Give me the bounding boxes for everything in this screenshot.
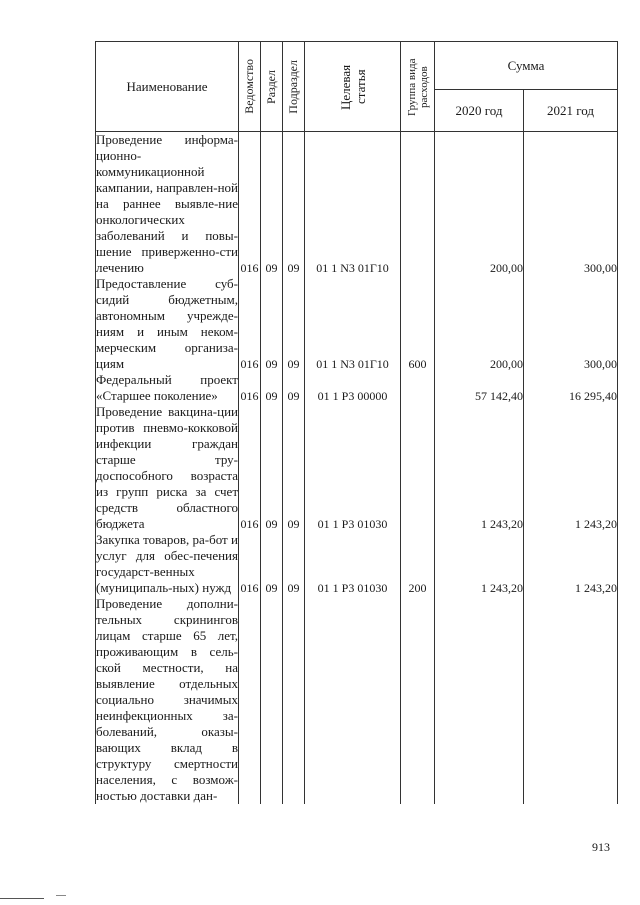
row-expense-group: 600 (401, 276, 435, 372)
row-name: Федеральный проект «Старшее поколение» (96, 372, 238, 403)
row-subsection: 09 (283, 532, 305, 596)
row-department: 016 (239, 132, 261, 277)
row-target-article: 01 1 P3 01030 (305, 404, 401, 532)
row-target-article (305, 596, 401, 804)
row-subsection: 09 (283, 404, 305, 532)
row-department: 016 (239, 404, 261, 532)
header-target-article: Целевая статья (305, 42, 401, 132)
table-row (96, 132, 618, 277)
table-row (96, 596, 618, 804)
header-section: Раздел (261, 42, 283, 132)
page-number: 913 (592, 840, 610, 854)
row-department: 016 (239, 276, 261, 372)
row-name: Предоставление суб-сидий бюджетным, автономным учрежде-ниям и иным неком-мерческим организа-циям (96, 276, 238, 371)
row-sum-2020: 200,00 (435, 132, 524, 277)
row-section: 09 (261, 276, 283, 372)
row-sum-2021: 300,00 (524, 132, 618, 277)
row-sum-2020: 1 243,20 (435, 404, 524, 532)
row-department: 016 (239, 372, 261, 404)
row-name: Проведение дополни-тельных скринингов лицам старше 65 лет, проживающим в сель-ской местности, на выявление отдельных социально значимых неинфекционных за-болеваний, оказы-вающих вклад в структуру смертности населения, с возмож-ностью доставки дан- (96, 596, 238, 803)
row-sum-2020: 1 243,20 (435, 532, 524, 596)
table-row (96, 404, 618, 532)
row-expense-group (401, 132, 435, 277)
row-section: 09 (261, 132, 283, 277)
row-section (261, 596, 283, 804)
row-expense-group (401, 372, 435, 404)
header-department: Ведомство (239, 42, 261, 132)
margin-line (0, 898, 44, 899)
header-sum: Сумма (435, 42, 618, 90)
row-expense-group (401, 596, 435, 804)
row-sum-2021: 16 295,40 (524, 372, 618, 404)
row-sum-2020: 57 142,40 (435, 372, 524, 404)
row-subsection: 09 (283, 132, 305, 277)
table-row (96, 372, 618, 404)
row-department (239, 596, 261, 804)
row-section: 09 (261, 372, 283, 404)
row-section: 09 (261, 532, 283, 596)
row-sum-2020 (435, 596, 524, 804)
row-sum-2021: 1 243,20 (524, 532, 618, 596)
margin-dash (56, 895, 66, 896)
row-sum-2021 (524, 596, 618, 804)
row-subsection (283, 596, 305, 804)
row-sum-2021: 1 243,20 (524, 404, 618, 532)
table-row (96, 532, 618, 596)
row-target-article: 01 1 N3 01Г10 (305, 132, 401, 277)
row-target-article: 01 1 N3 01Г10 (305, 276, 401, 372)
row-section: 09 (261, 404, 283, 532)
row-name: Закупка товаров, ра-бот и услуг для обес-печения государст-венных (муниципаль-ных) нужд (96, 532, 238, 595)
row-sum-2021: 300,00 (524, 276, 618, 372)
row-sum-2020: 200,00 (435, 276, 524, 372)
budget-table (95, 41, 618, 804)
row-subsection: 09 (283, 276, 305, 372)
row-target-article: 01 1 P3 00000 (305, 372, 401, 404)
table-row (96, 276, 618, 372)
header-name: Наименование (96, 42, 239, 132)
row-department: 016 (239, 532, 261, 596)
row-name: Проведение информа-ционно-коммуникационной кампании, направлен-ной на раннее выявле-ние онкологических заболеваний и повы-шение приверженно-сти лечению (96, 132, 238, 275)
header-year-2020: 2020 год (435, 90, 524, 132)
row-name: Проведение вакцина-ции против пневмо-кокковой инфекции граждан старше тру-доспособного возраста из групп риска за счет средств областного бюджета (96, 404, 238, 531)
row-subsection: 09 (283, 372, 305, 404)
header-year-2021: 2021 год (524, 90, 618, 132)
header-expense-group: Группа вида расходов (401, 42, 435, 132)
header-subsection: Подраздел (283, 42, 305, 132)
row-target-article: 01 1 P3 01030 (305, 532, 401, 596)
row-expense-group: 200 (401, 532, 435, 596)
row-expense-group (401, 404, 435, 532)
